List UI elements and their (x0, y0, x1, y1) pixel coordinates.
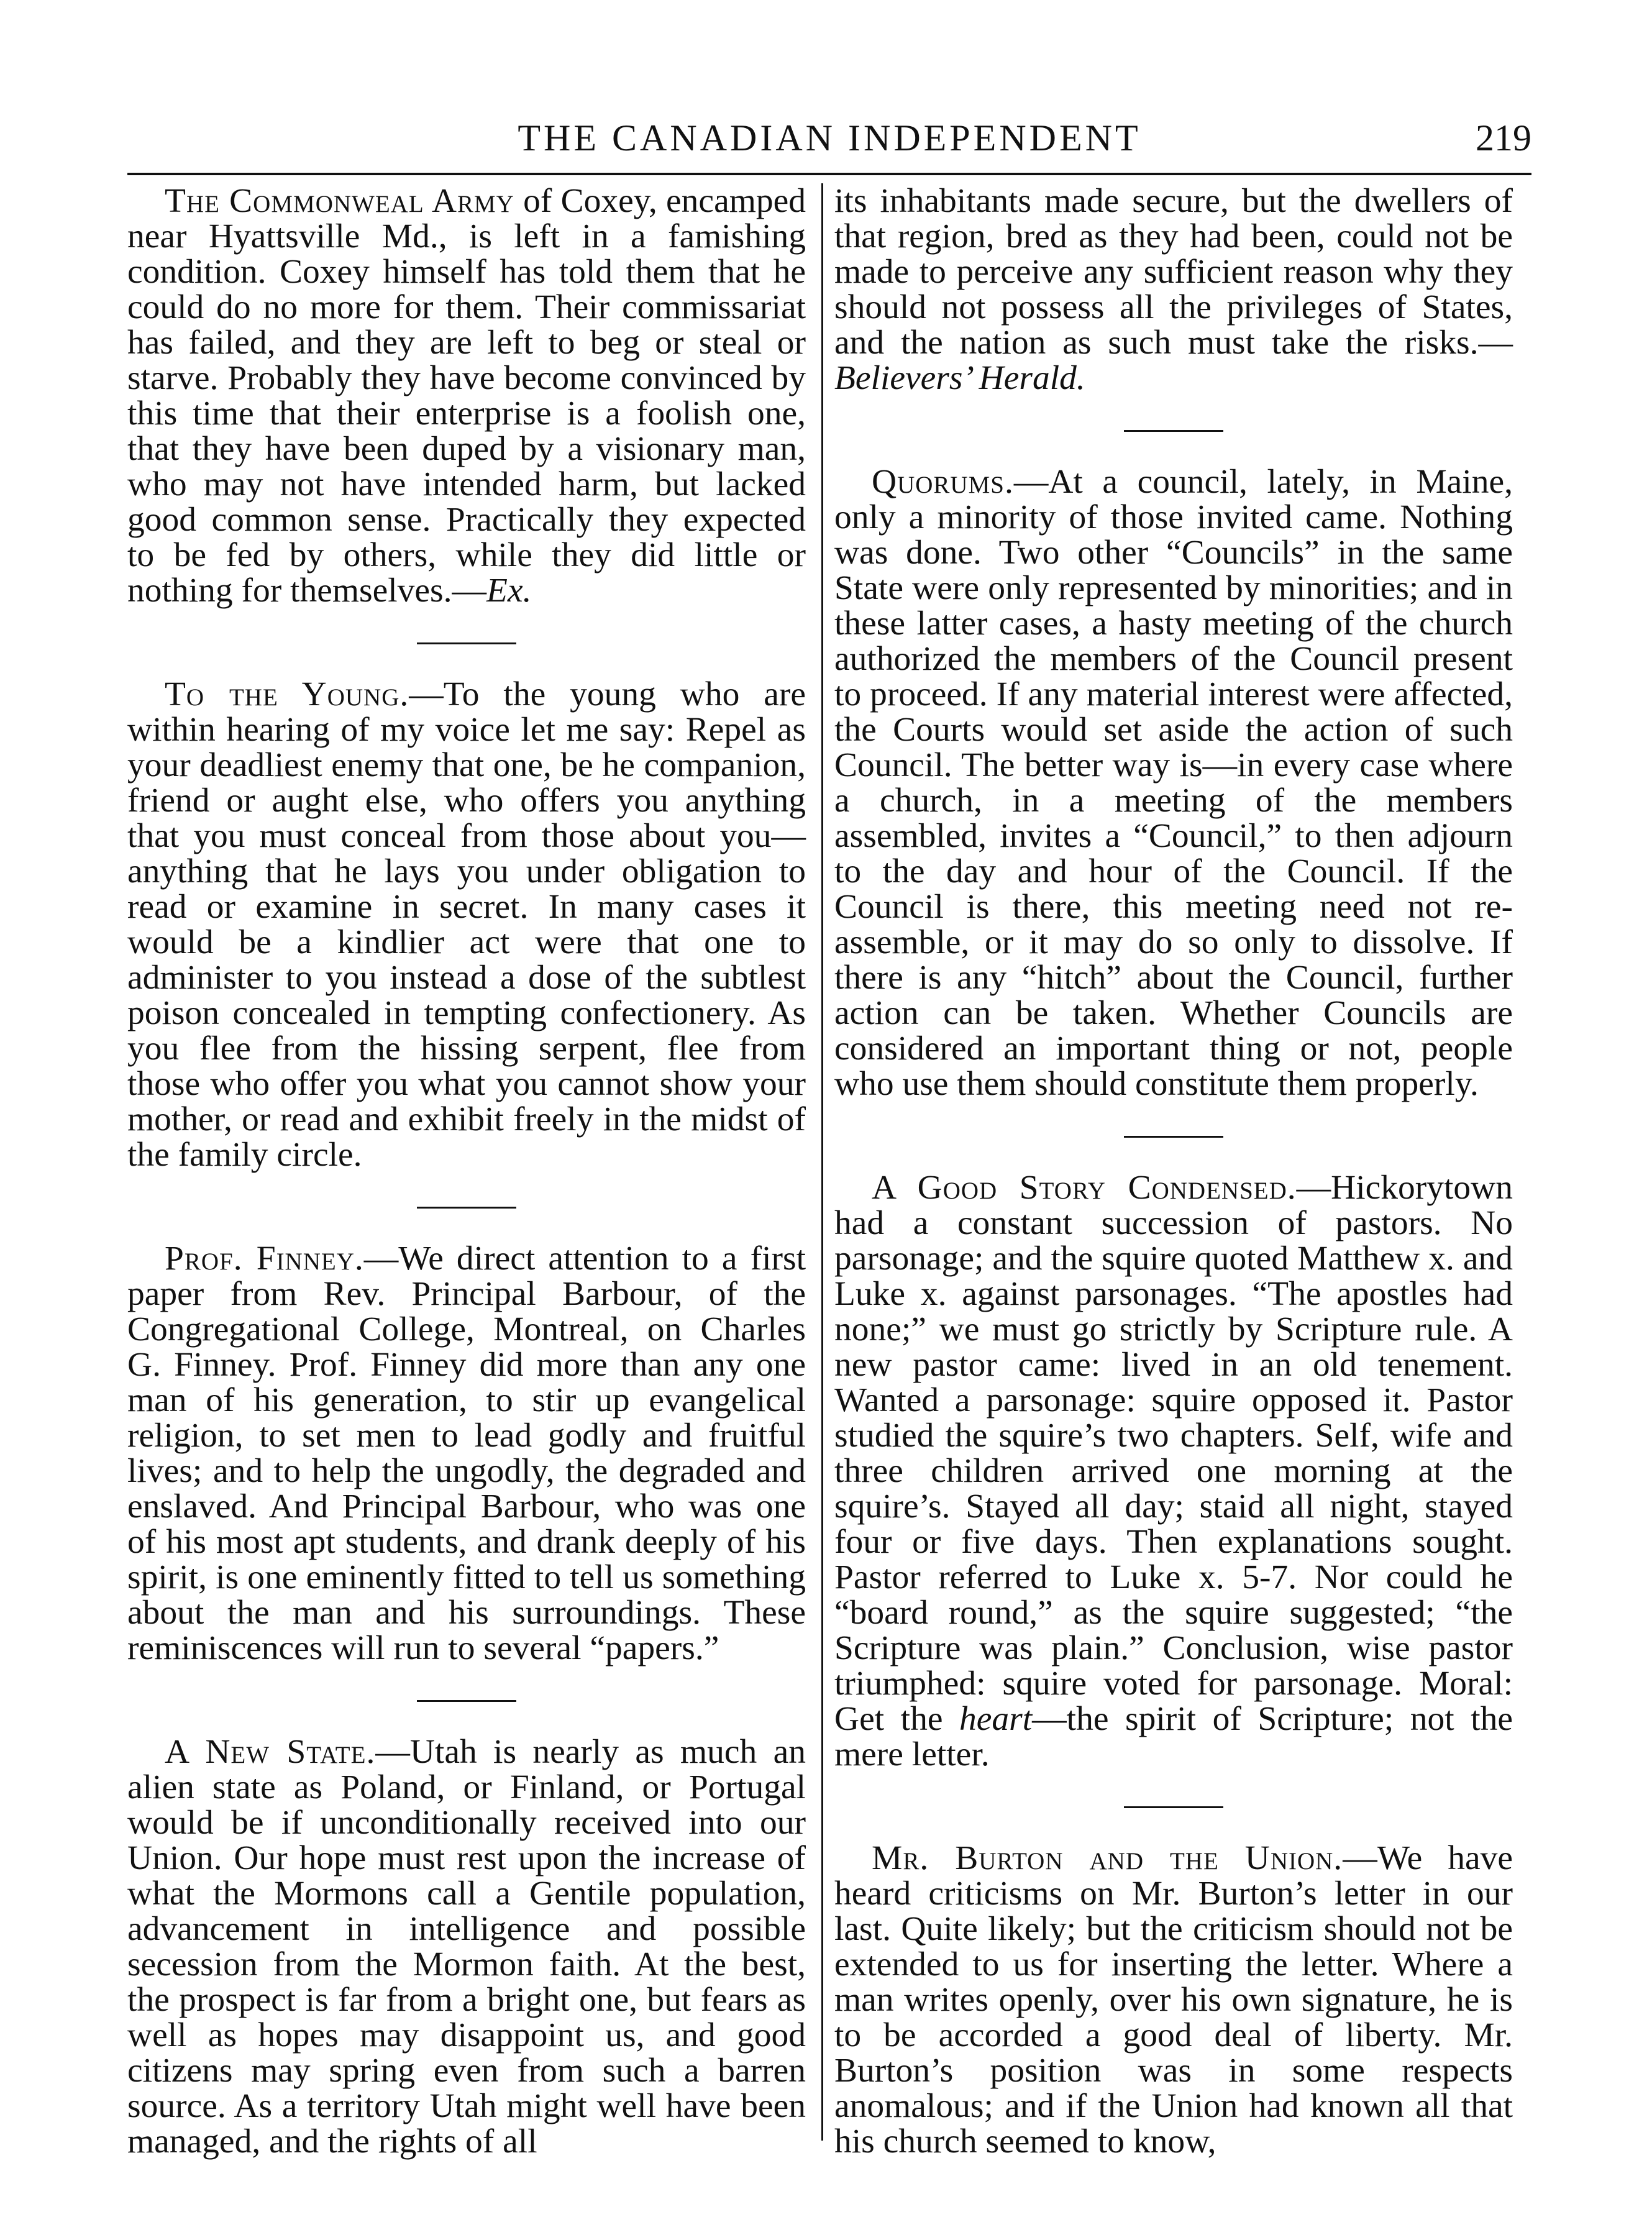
section-separator (1124, 1806, 1223, 1808)
section-separator (1124, 1136, 1223, 1138)
section-separator (1124, 430, 1223, 432)
article-good-story-condensed (834, 1170, 1513, 1772)
column-divider (821, 183, 823, 2141)
article-emphasis: heart (959, 1700, 1033, 1738)
article-source: Believers’ Herald. (834, 359, 1085, 397)
article-heading: Quorums. (872, 463, 1014, 501)
article-heading: To the Young. (165, 675, 409, 713)
article-source: Ex. (486, 572, 532, 610)
article-body: —Hickorytown had a constant succession of pastors. No parsonage; and the squire quoted Matthew x. and Luke x. against parsonages. “The apostles had none;” we must go strictly by Scripture rule. A new pastor came: lived in an old tenement. Wanted a parsonage: squire opposed it. Pastor studied the squire’s two chapters. Self, wife and three children arrived one morning at the squire’s. Stayed all day; staid all night, stayed four or five days. Then explanations sought. Pastor referred to Luke x. 5-7. Nor could he “board round,” as the squire suggested; “the Scripture was plain.” Conclusion, wise pastor triumphed: squire voted for parsonage. Moral: Get the (834, 1169, 1513, 1738)
article-heading: A New State. (165, 1733, 376, 1771)
article-heading: Prof. Finney. (165, 1240, 364, 1278)
right-column (834, 183, 1513, 2159)
article-a-new-state (127, 1734, 806, 2159)
article-commonweal-army (127, 183, 806, 608)
article-body: of Coxey, encamped near Hyattsville Md., is left in a famishing condition. Coxey himself has told them that he could do no more for them. Their commissariat has failed, and they are left to beg or steal or starve. Probably they have become convinced by this time that their enterprise is a foolish one, that they have been duped by a visionary man, who may not have intended harm, but lacked good common sense. Practically they expected to be fed by others, while they did little or nothing for themselves.— (127, 182, 806, 610)
article-quorums (834, 464, 1513, 1102)
section-separator (417, 1207, 516, 1209)
article-heading: Mr. Burton and the Union. (872, 1839, 1343, 1877)
article-to-the-young (127, 677, 806, 1173)
article-body: —We have heard criticisms on Mr. Burton’s letter in our last. Quite likely; but the criticism should not be extended to us for inserting the letter. Where a man writes openly, over his own signature, he is to be accorded a good deal of liberty. Mr. Burton’s position was in some respects anomalous; and if the Union had known all that his church seemed to know, (834, 1839, 1513, 2160)
article-body: —Utah is nearly as much an alien state as Poland, or Finland, or Portugal would be if unconditionally received into our Union. Our hope must rest upon the increase of what the Mormons call a Gentile population, advancement in intelligence and possible secession from the Mormon faith. At the best, the prospect is far from a bright one, but fears as well as hopes may disappoint us, and good citizens may spring even from such a barren source. As a territory Utah might well have been managed, and the rights of all (127, 1733, 806, 2160)
running-header (127, 111, 1531, 175)
page-number: 219 (1476, 117, 1531, 158)
article-a-new-state-continued (834, 183, 1513, 396)
section-separator (417, 1700, 516, 1702)
article-heading: The Commonweal Army (165, 182, 514, 220)
article-body-tail: —the spirit of Scripture; not the mere letter. (834, 1700, 1513, 1773)
journal-title: THE CANADIAN INDEPENDENT (518, 117, 1141, 158)
article-body: its inhabitants made secure, but the dwellers of that region, bred as they had been, could not be made to perceive any sufficient reason why they should not possess all the privileges of States, and the nation as such must take the risks.— (834, 182, 1513, 362)
left-column (127, 183, 806, 2159)
article-heading: A Good Story Condensed. (872, 1169, 1297, 1207)
article-body: —To the young who are within hearing of my voice let me say: Repel as your deadliest enemy that one, be he companion, friend or aught else, who offers you anything that you must conceal from those about you—anything that he lays you under obligation to read or examine in secret. In many cases it would be a kindlier act were that one to administer to you instead a dose of the subtlest poison concealed in tempting confectionery. As you flee from the hissing serpent, flee from those who offer you what you cannot show your mother, or read and exhibit freely in the midst of the family circle. (127, 675, 806, 1174)
article-prof-finney (127, 1241, 806, 1666)
article-body: —At a council, lately, in Maine, only a minority of those invited came. Nothing was done. Two other “Councils” in the same State were only represented by minorities; and in these latter cases, a hasty meeting of the church authorized the members of the Council present to proceed. If any material interest were affected, the Courts would set aside the action of such Council. The better way is—in every case where a church, in a meeting of the members assembled, invites a “Council,” to then adjourn to the day and hour of the Council. If the Council is there, this meeting need not re-assemble, or it may do so only to dissolve. If there is any “hitch” about the Council, further action can be taken. Whether Councils are considered an important thing or not, people who use them should constitute them properly. (834, 463, 1513, 1103)
article-mr-burton-and-the-union (834, 1840, 1513, 2159)
section-separator (417, 642, 516, 644)
article-body: —We direct attention to a first paper from Rev. Principal Barbour, of the Congregational College, Montreal, on Charles G. Finney. Prof. Finney did more than any one man of his generation, to stir up evangelical religion, to set men to lead godly and fruitful lives; and to help the ungodly, the degraded and enslaved. And Principal Barbour, who was one of his most apt students, and drank deeply of his spirit, is one eminently fitted to tell us something about the man and his surroundings. These reminiscences will run to several “papers.” (127, 1240, 806, 1667)
